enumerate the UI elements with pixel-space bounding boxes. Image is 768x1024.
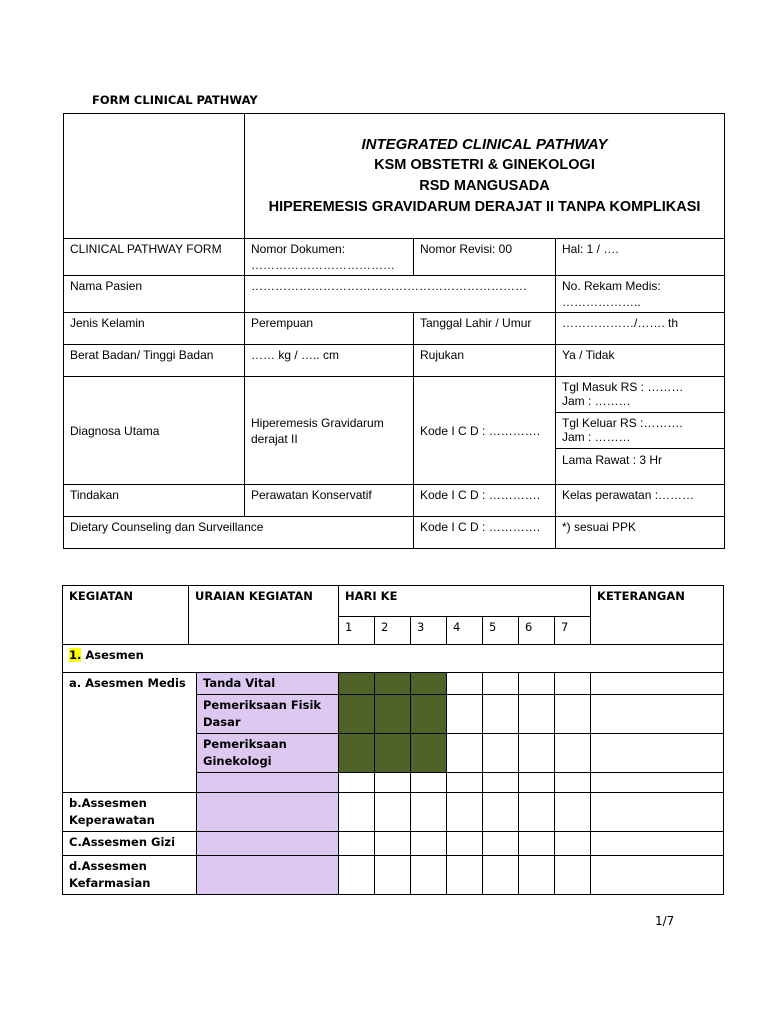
uraian-empty [197,773,339,793]
day-cell [519,734,555,773]
day-cell-filled [375,734,411,773]
uraian-gizi [197,832,339,856]
day-cell [555,695,591,734]
title-line4: HIPEREMESIS GRAVIDARUM DERAJAT II TANPA KOMPLIKASI [268,199,701,215]
section-number: 1. [69,648,82,662]
bb-tb-label: Berat Badan/ Tinggi Badan [64,345,245,377]
asesmen-medis: a. Asesmen Medis [63,673,197,793]
day-cell-filled [411,734,447,773]
section-asesmen [63,645,724,673]
day-cell [519,673,555,695]
diagnosa-label: Diagnosa Utama [64,377,245,485]
pemeriksaan-ginekologi: Pemeriksaan Ginekologi [197,734,339,773]
nama-pasien-value: …………………………………………………………… [245,276,556,313]
day-6: 6 [519,617,555,645]
activity-table [62,585,724,895]
logo-cell [64,114,245,239]
keterangan-cell [591,673,724,695]
asesmen-kefarmasian: d.Assesmen Kefarmasian [63,856,197,895]
day-cell [447,673,483,695]
day-cell-filled [375,695,411,734]
day-4: 4 [447,617,483,645]
form-label: FORM CLINICAL PATHWAY [92,93,258,107]
tgl-lahir-value: ………………/……. th [556,313,725,345]
rekam-medis: No. Rekam Medis: ……………….. [556,276,725,313]
keterangan-cell [591,832,724,856]
section-label: Asesmen [85,648,144,662]
diagnosa-value: Hiperemesis Gravidarum derajat II [245,377,414,485]
tgl-masuk: Tgl Masuk RS : ……… [562,380,684,394]
jam-keluar: Jam : ……… [562,430,631,444]
keterangan-cell [591,856,724,895]
nomor-dokumen: Nomor Dokumen: ……………………………… [245,239,414,276]
jam-masuk: Jam : ……… [562,394,631,408]
keterangan-cell [591,734,724,773]
lama-rawat: Lama Rawat : 3 Hr [562,453,663,467]
uraian-kefarmasian [197,856,339,895]
day-cell-filled [339,734,375,773]
day-cell-filled [375,673,411,695]
title-line3: RSD MANGUSADA [419,178,550,194]
day-cell-filled [411,695,447,734]
kelas-perawatan: Kelas perawatan :……… [556,485,725,517]
kode-icd-dietary: Kode I C D : …………. [414,517,556,549]
rujukan-label: Rujukan [414,345,556,377]
keterangan-cell [591,773,724,793]
day-cell [447,695,483,734]
jenis-kelamin-label: Jenis Kelamin [64,313,245,345]
tindakan-value: Perawatan Konservatif [245,485,414,517]
keterangan-cell [591,695,724,734]
day-5: 5 [483,617,519,645]
day-3: 3 [411,617,447,645]
asesmen-gizi: C.Assesmen Gizi [63,832,197,856]
jenis-kelamin-value: Perempuan [245,313,414,345]
tgl-keluar: Tgl Keluar RS :………. [562,416,683,430]
title-line1: INTEGRATED CLINICAL PATHWAY [361,136,608,153]
page-number: 1/7 [655,914,675,928]
dietary-label: Dietary Counseling dan Surveillance [64,517,414,549]
day-2: 2 [375,617,411,645]
day-7: 7 [555,617,591,645]
day-1: 1 [339,617,375,645]
pemeriksaan-fisik: Pemeriksaan Fisik Dasar [197,695,339,734]
uraian-keperawatan [197,793,339,832]
day-cell [519,695,555,734]
title-line2: KSM OBSTETRI & GINEKOLOGI [374,157,595,173]
tindakan-label: Tindakan [64,485,245,517]
rujukan-value: Ya / Tidak [556,345,725,377]
asesmen-keperawatan: b.Assesmen Keperawatan [63,793,197,832]
cp-form-label: CLINICAL PATHWAY FORM [64,239,245,276]
col-uraian: URAIAN KEGIATAN [189,586,339,645]
col-hari: HARI KE [339,586,591,617]
day-cell-filled [411,673,447,695]
day-cell-filled [339,673,375,695]
day-cell [555,673,591,695]
nama-pasien-label: Nama Pasien [64,276,245,313]
header-table [63,113,725,549]
col-kegiatan: KEGIATAN [63,586,189,645]
day-cell [483,734,519,773]
day-cell [555,734,591,773]
nomor-revisi: Nomor Revisi: 00 [414,239,556,276]
tanda-vital: Tanda Vital [197,673,339,695]
day-cell [483,695,519,734]
sesuai-ppk: *) sesuai PPK [556,517,725,549]
kode-icd-tindakan: Kode I C D : …………. [414,485,556,517]
title-block [245,114,725,239]
kode-icd-diagnosa: Kode I C D : …………. [414,377,556,485]
halaman: Hal: 1 / …. [556,239,725,276]
day-cell [447,734,483,773]
rawat-info [556,377,725,485]
bb-tb-value: …… kg / ….. cm [245,345,414,377]
tgl-lahir-label: Tanggal Lahir / Umur [414,313,556,345]
col-keterangan: KETERANGAN [591,586,724,645]
day-cell-filled [339,695,375,734]
keterangan-cell [591,793,724,832]
day-cell [483,673,519,695]
